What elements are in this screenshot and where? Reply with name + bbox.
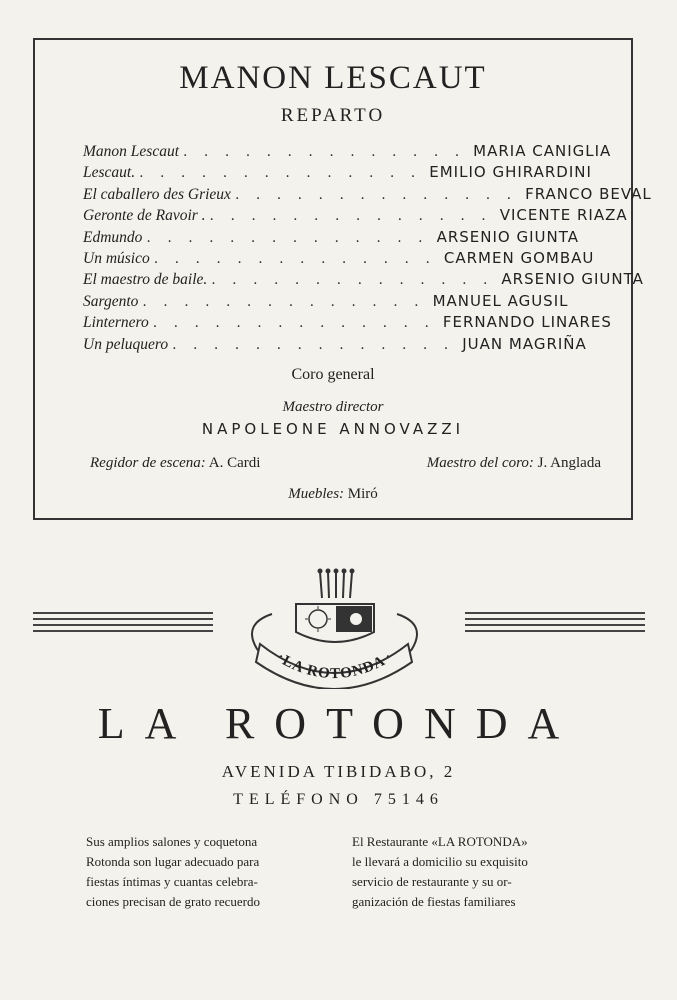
cast-singer: FRANCO BEVAL bbox=[525, 184, 652, 203]
cast-list bbox=[83, 142, 652, 356]
ad-text-line: fiestas íntimas y cuantas celebra- bbox=[86, 874, 258, 889]
ad-text-line: El Restaurante «LA ROTONDA» bbox=[352, 834, 528, 849]
stage-manager-label: Regidor de escena: bbox=[90, 455, 206, 471]
leader-dots: . . . . . . . . . . . . . . bbox=[152, 315, 435, 332]
cast-singer: VICENTE RIAZA bbox=[499, 206, 628, 225]
ad-text-right bbox=[352, 832, 602, 912]
leader-dots: . . . . . . . . . . . . . . bbox=[153, 250, 436, 267]
cast-role: Lescaut. bbox=[83, 164, 136, 182]
director-title: Maestro director bbox=[282, 399, 384, 415]
leader-dots: . . . . . . . . . . . . . . bbox=[142, 293, 425, 310]
cast-row bbox=[83, 270, 644, 291]
furniture-label: Muebles: bbox=[288, 486, 345, 502]
decorative-rule-right bbox=[465, 612, 645, 636]
restaurant-emblem-icon bbox=[232, 564, 437, 689]
cast-role: Un peluquero bbox=[83, 335, 169, 353]
furniture-credit bbox=[35, 486, 631, 503]
cast-row bbox=[83, 184, 652, 206]
furniture-name: Miró bbox=[347, 486, 378, 502]
cast-singer: ARSENIO GIUNTA bbox=[436, 227, 579, 246]
chorus-credit: Coro general bbox=[291, 366, 375, 383]
cast-role: Manon Lescaut bbox=[83, 143, 180, 160]
cast-singer: FERNANDO LINARES bbox=[442, 313, 612, 332]
stage-manager-name: A. Cardi bbox=[208, 455, 261, 471]
ad-text-line: ciones precisan de grato recuerdo bbox=[86, 894, 260, 909]
cast-role: El maestro de baile. bbox=[83, 271, 208, 289]
program-cast-box bbox=[33, 38, 652, 520]
chorus-master-name: J. Anglada bbox=[537, 455, 601, 471]
leader-dots: . . . . . . . . . . . . . . bbox=[209, 208, 492, 225]
ad-text-line: Rotonda son lugar adecuado para bbox=[86, 854, 260, 869]
stage-manager-credit bbox=[90, 455, 260, 472]
cast-row bbox=[83, 249, 603, 270]
cast-row bbox=[83, 142, 612, 163]
cast-row bbox=[83, 335, 603, 356]
cast-role: Un músico bbox=[83, 249, 150, 267]
director-name: NAPOLEONE ANNOVAZZI bbox=[201, 420, 465, 438]
opera-title: MANON LESCAUT bbox=[179, 60, 487, 96]
cast-singer: MANUEL AGUSIL bbox=[432, 291, 569, 310]
cast-role: Geronte de Ravoir . bbox=[83, 207, 206, 225]
emblem-ribbon-text: LA ROTONDA bbox=[279, 652, 389, 683]
leader-dots: . . . . . . . . . . . . . . bbox=[139, 165, 422, 182]
cast-row bbox=[83, 313, 612, 334]
restaurant-advertisement bbox=[0, 540, 677, 960]
chorus-master-credit bbox=[427, 455, 601, 472]
restaurant-phone: TELÉFONO 75146 bbox=[233, 791, 444, 808]
cast-role: Edmundo bbox=[83, 228, 143, 246]
restaurant-name: LA ROTONDA bbox=[97, 699, 580, 748]
cast-singer: MARIA CANIGLIA bbox=[473, 142, 612, 160]
leader-dots: . . . . . . . . . . . . . . bbox=[146, 229, 429, 246]
cast-row bbox=[83, 228, 603, 249]
staff-credits bbox=[90, 455, 601, 472]
ad-text-left bbox=[86, 832, 336, 912]
chorus-master-label: Maestro del coro: bbox=[426, 455, 534, 471]
cast-heading: REPARTO bbox=[280, 105, 386, 126]
leader-dots: . . . . . . . . . . . . . . bbox=[172, 336, 455, 353]
cast-singer: ARSENIO GIUNTA bbox=[501, 270, 644, 289]
decorative-rule-left bbox=[33, 612, 213, 636]
cast-singer: EMILIO GHIRARDINI bbox=[429, 163, 592, 182]
ad-text-line: Sus amplios salones y coquetona bbox=[86, 834, 258, 849]
cast-role: Linternero bbox=[83, 314, 149, 332]
cast-singer: JUAN MAGRIÑA bbox=[462, 334, 587, 353]
ad-text-line: ganización de fiestas familiares bbox=[352, 894, 516, 909]
restaurant-address: AVENIDA TIBIDABO, 2 bbox=[221, 762, 456, 781]
ad-text-line: le llevará a domicilio su exquisito bbox=[352, 854, 528, 869]
ad-text-line: servicio de restaurante y su or- bbox=[352, 874, 512, 889]
cast-row bbox=[83, 163, 603, 184]
leader-dots: . . . . . . . . . . . . . . bbox=[211, 272, 494, 289]
cast-role: Sargento bbox=[83, 292, 139, 310]
cast-row bbox=[83, 292, 603, 313]
cast-row bbox=[83, 206, 628, 227]
cast-singer: CARMEN GOMBAU bbox=[443, 248, 595, 267]
leader-dots: . . . . . . . . . . . . . . bbox=[234, 186, 518, 203]
leader-dots: . . . . . . . . . . . . . . bbox=[183, 144, 466, 160]
cast-role: El caballero des Grieux bbox=[83, 185, 231, 203]
